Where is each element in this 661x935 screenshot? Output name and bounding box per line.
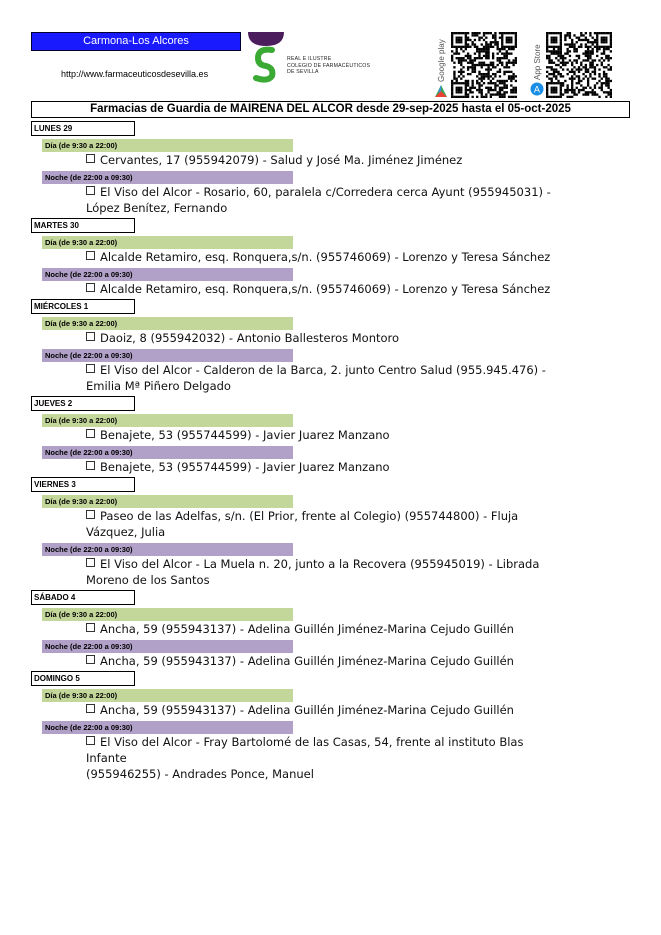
night-shift-label: Noche (de 22:00 a 09:30) [42,171,293,184]
pharmacy-text: Vázquez, Julia [86,525,166,539]
pharmacy-text: López Benítez, Fernando [86,201,228,215]
pharmacy-line [86,200,566,216]
day-label: LUNES 29 [31,121,135,136]
day-shift-label: Día (de 9:30 a 22:00) [42,317,293,330]
pharmacy-text: Benajete, 53 (955744599) - Javier Juarez Manzano [100,428,390,442]
pharmacy-entry [86,362,566,394]
bullet-square-icon [86,429,95,438]
pharmacy-text: (955946255) - Andrades Ponce, Manuel [86,767,314,781]
pharmacy-line [86,766,566,782]
pharmacy-line [86,281,566,297]
college-logo [248,32,284,88]
pharmacy-line [86,427,566,443]
pharmacy-entry [86,427,566,443]
pharmacy-text: Alcalde Retamiro, esq. Ronquera,s/n. (955746069) - Lorenzo y Teresa Sánchez [100,250,551,264]
college-name: REAL E ILUSTRE COLEGIO DE FARMACÉUTICOS DE SEVILLA [287,56,371,75]
pharmacy-line [86,362,566,378]
pharmacy-line [86,524,566,540]
google-play-label: Google play [437,39,446,82]
google-play-qr-code[interactable] [451,32,517,98]
pharmacy-entry [86,249,566,265]
bullet-square-icon [86,655,95,664]
bullet-square-icon [86,704,95,713]
pharmacy-entry [86,459,566,475]
pharmacy-text: Ancha, 59 (955943137) - Adelina Guillén Jiménez-Marina Cejudo Guillén [100,622,514,636]
day-label: JUEVES 2 [31,396,135,411]
day-shift-label: Día (de 9:30 a 22:00) [42,608,293,621]
pharmacy-line [86,572,566,588]
night-shift-label: Noche (de 22:00 a 09:30) [42,268,293,281]
bullet-square-icon [86,186,95,195]
pharmacy-entry [86,508,566,540]
day-shift-label: Día (de 9:30 a 22:00) [42,139,293,152]
app-store-qr-code[interactable] [546,32,612,98]
page-title: Farmacias de Guardia de MAIRENA DEL ALCOR desde 29-sep-2025 hasta el 05-oct-2025 [31,101,630,118]
day-label: MARTES 30 [31,218,135,233]
night-shift-label: Noche (de 22:00 a 09:30) [42,721,293,734]
app-store-icon[interactable] [530,82,544,96]
pharmacy-text: Moreno de los Santos [86,573,210,587]
night-shift-label: Noche (de 22:00 a 09:30) [42,446,293,459]
pharmacy-line [86,653,566,669]
pharmacy-line [86,152,566,168]
svg-text:A: A [533,85,541,96]
google-play-icon[interactable] [434,84,448,98]
region-label: Carmona-Los Alcores [31,32,241,51]
pharmacy-entry [86,734,566,782]
pharmacy-text: Emilia Mª Piñero Delgado [86,379,231,393]
night-shift-label: Noche (de 22:00 a 09:30) [42,349,293,362]
pharmacy-text: El Viso del Alcor - Fray Bartolomé de las Casas, 54, frente al instituto Blas Infante [86,735,524,765]
night-shift-label: Noche (de 22:00 a 09:30) [42,543,293,556]
bullet-square-icon [86,364,95,373]
pharmacy-text: El Viso del Alcor - Rosario, 60, paralela c/Corredera cerca Ayunt (955945031) - [100,185,551,199]
pharmacy-entry [86,330,566,346]
pharmacy-line [86,621,566,637]
pharmacy-entry [86,702,566,718]
bullet-square-icon [86,510,95,519]
pharmacy-line [86,184,566,200]
pharmacy-line [86,556,566,572]
pharmacy-text: Ancha, 59 (955943137) - Adelina Guillén Jiménez-Marina Cejudo Guillén [100,703,514,717]
schedule-list [31,119,631,782]
bullet-square-icon [86,251,95,260]
night-shift-label: Noche (de 22:00 a 09:30) [42,640,293,653]
pharmacy-entry [86,621,566,637]
pharmacy-text: Paseo de las Adelfas, s/n. (El Prior, frente al Colegio) (955744800) - Fluja [100,509,519,523]
day-label: SÁBADO 4 [31,590,135,605]
pharmacy-entry [86,556,566,588]
pharmacy-line [86,734,566,766]
bullet-square-icon [86,558,95,567]
bullet-square-icon [86,736,95,745]
day-shift-label: Día (de 9:30 a 22:00) [42,236,293,249]
day-shift-label: Día (de 9:30 a 22:00) [42,689,293,702]
bullet-square-icon [86,154,95,163]
pharmacy-entry [86,281,566,297]
day-shift-label: Día (de 9:30 a 22:00) [42,495,293,508]
day-label: VIERNES 3 [31,477,135,492]
bullet-square-icon [86,461,95,470]
bullet-square-icon [86,623,95,632]
pharmacy-line [86,702,566,718]
day-label: DOMINGO 5 [31,671,135,686]
pharmacy-entry [86,653,566,669]
pharmacy-entry [86,184,566,216]
app-store-label: App Store [533,44,542,80]
pharmacy-text: El Viso del Alcor - La Muela n. 20, junto a la Recovera (955945019) - Librada [100,557,540,571]
pharmacy-line [86,249,566,265]
pharmacy-entry [86,152,566,168]
pharmacy-line [86,330,566,346]
pharmacy-text: Ancha, 59 (955943137) - Adelina Guillén Jiménez-Marina Cejudo Guillén [100,654,514,668]
day-shift-label: Día (de 9:30 a 22:00) [42,414,293,427]
pharmacy-text: Daoiz, 8 (955942032) - Antonio Ballesteros Montoro [100,331,400,345]
pharmacy-text: El Viso del Alcor - Calderon de la Barca, 2. junto Centro Salud (955.945.476) - [100,363,546,377]
website-link[interactable]: http://www.farmaceuticosdesevilla.es [61,69,209,79]
pharmacy-text: Cervantes, 17 (955942079) - Salud y José Ma. Jiménez Jiménez [100,153,463,167]
bullet-square-icon [86,283,95,292]
pharmacy-text: Benajete, 53 (955744599) - Javier Juarez Manzano [100,460,390,474]
day-label: MIÉRCOLES 1 [31,299,135,314]
pharmacy-line [86,378,566,394]
pharmacy-text: Alcalde Retamiro, esq. Ronquera,s/n. (955746069) - Lorenzo y Teresa Sánchez [100,282,551,296]
bullet-square-icon [86,332,95,341]
pharmacy-line [86,459,566,475]
pharmacy-line [86,508,566,524]
